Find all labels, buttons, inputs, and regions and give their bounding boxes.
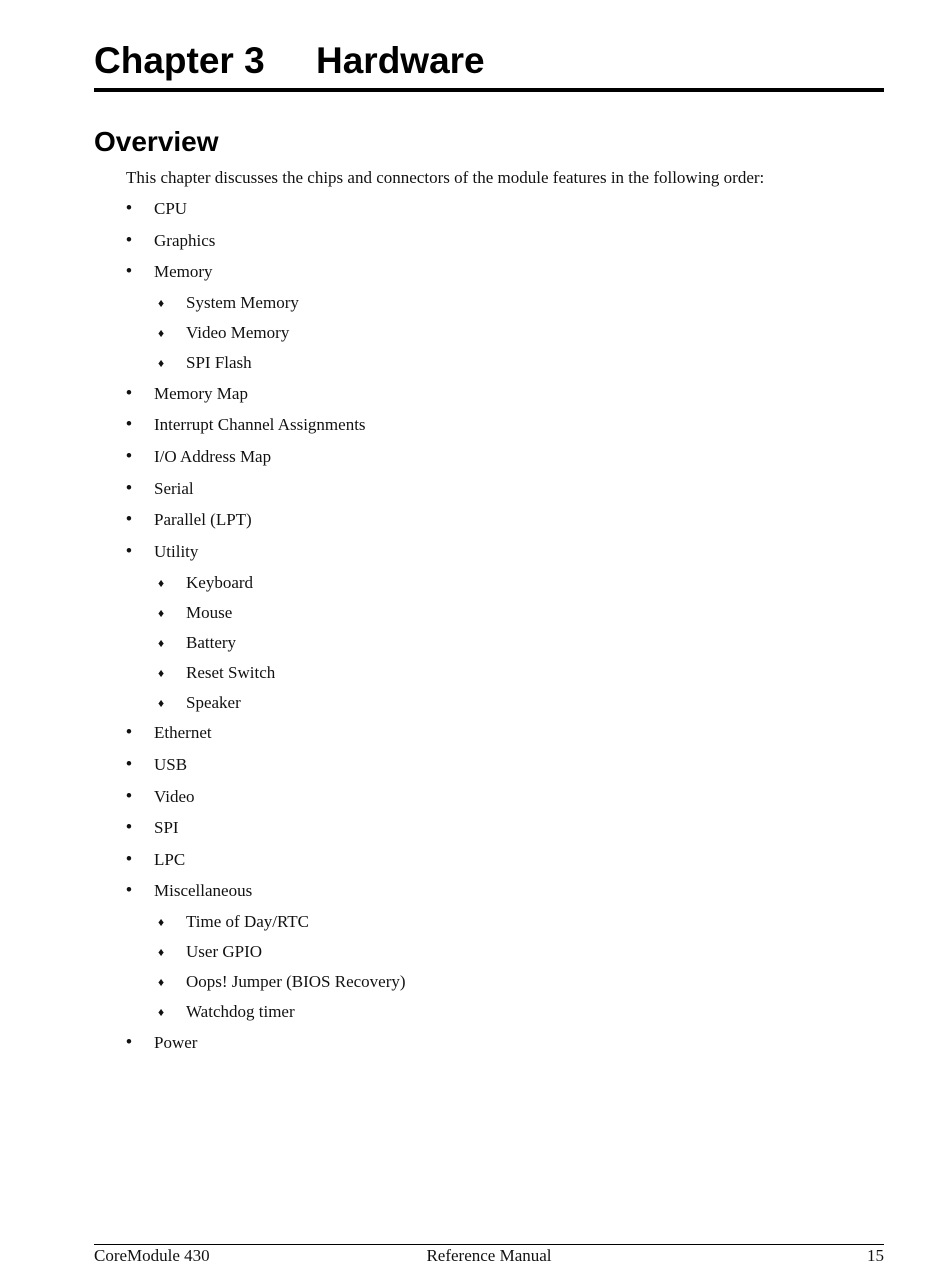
chapter-number: Chapter 3 — [94, 40, 265, 81]
bullet-icon: • — [125, 478, 133, 499]
bullet-icon: • — [125, 261, 133, 282]
bullet-icon: • — [125, 880, 133, 901]
diamond-bullet-icon: ♦ — [157, 636, 165, 650]
bullet-icon: • — [125, 198, 133, 219]
list-item-label: Mouse — [186, 603, 233, 622]
list-item-label: Interrupt Channel Assignments — [154, 415, 366, 434]
list-item-label: Graphics — [154, 231, 216, 250]
list-item-label: Utility — [154, 542, 199, 561]
diamond-bullet-icon: ♦ — [157, 606, 165, 620]
diamond-bullet-icon: ♦ — [157, 696, 165, 710]
diamond-bullet-icon: ♦ — [157, 666, 165, 680]
list-item-label: Time of Day/RTC — [186, 912, 310, 931]
list-item-label: Battery — [186, 633, 237, 652]
list-item-label: USB — [154, 755, 188, 774]
bullet-icon: • — [125, 786, 133, 807]
diamond-bullet-icon: ♦ — [157, 915, 165, 929]
bullet-icon: • — [125, 754, 133, 775]
footer-document-title: Reference Manual — [426, 1246, 552, 1265]
diamond-bullet-icon: ♦ — [157, 975, 165, 989]
bullet-icon: • — [125, 230, 133, 251]
list-item-label: Keyboard — [186, 573, 254, 592]
bullet-icon: • — [125, 817, 133, 838]
diamond-bullet-icon: ♦ — [157, 1005, 165, 1019]
footer-product: CoreModule 430 — [94, 1246, 210, 1265]
list-item-label: System Memory — [186, 293, 299, 312]
diamond-bullet-icon: ♦ — [157, 576, 165, 590]
list-item-label: LPC — [154, 850, 186, 869]
list-item-label: Speaker — [186, 693, 241, 712]
list-item-label: Memory — [154, 262, 213, 281]
list-item-label: Parallel (LPT) — [154, 510, 252, 529]
chapter-heading — [94, 38, 884, 92]
bullet-icon: • — [125, 849, 133, 870]
list-item-label: Video Memory — [186, 323, 290, 342]
diamond-bullet-icon: ♦ — [157, 296, 165, 310]
list-item-label: Watchdog timer — [186, 1002, 295, 1021]
list-item-label: CPU — [154, 199, 188, 218]
list-item-label: Memory Map — [154, 384, 248, 403]
bullet-icon: • — [125, 1032, 133, 1053]
list-item-label: SPI Flash — [186, 353, 252, 372]
list-item-label: SPI — [154, 818, 179, 837]
bullet-icon: • — [125, 446, 133, 467]
diamond-bullet-icon: ♦ — [157, 326, 165, 340]
bullet-icon: • — [125, 722, 133, 743]
bullet-icon: • — [125, 414, 133, 435]
page-footer — [94, 1244, 884, 1268]
list-item-label: I/O Address Map — [154, 447, 272, 466]
list-item-label: User GPIO — [186, 942, 263, 961]
list-item-label: Miscellaneous — [154, 881, 253, 900]
bullet-icon: • — [125, 541, 133, 562]
section-heading: Overview — [94, 126, 219, 157]
intro-paragraph: This chapter discusses the chips and connectors of the module features in the following order: — [126, 168, 765, 187]
list-item-label: Reset Switch — [186, 663, 276, 682]
footer-page-number: 15 — [867, 1246, 884, 1265]
list-item-label: Ethernet — [154, 723, 212, 742]
diamond-bullet-icon: ♦ — [157, 356, 165, 370]
chapter-title: Hardware — [316, 40, 485, 81]
bullet-icon: • — [125, 383, 133, 404]
bullet-icon: • — [125, 509, 133, 530]
diamond-bullet-icon: ♦ — [157, 945, 165, 959]
list-item-label: Oops! Jumper (BIOS Recovery) — [186, 972, 406, 991]
list-item-label: Serial — [154, 479, 194, 498]
list-item-label: Power — [154, 1033, 198, 1052]
list-item-label: Video — [154, 787, 195, 806]
